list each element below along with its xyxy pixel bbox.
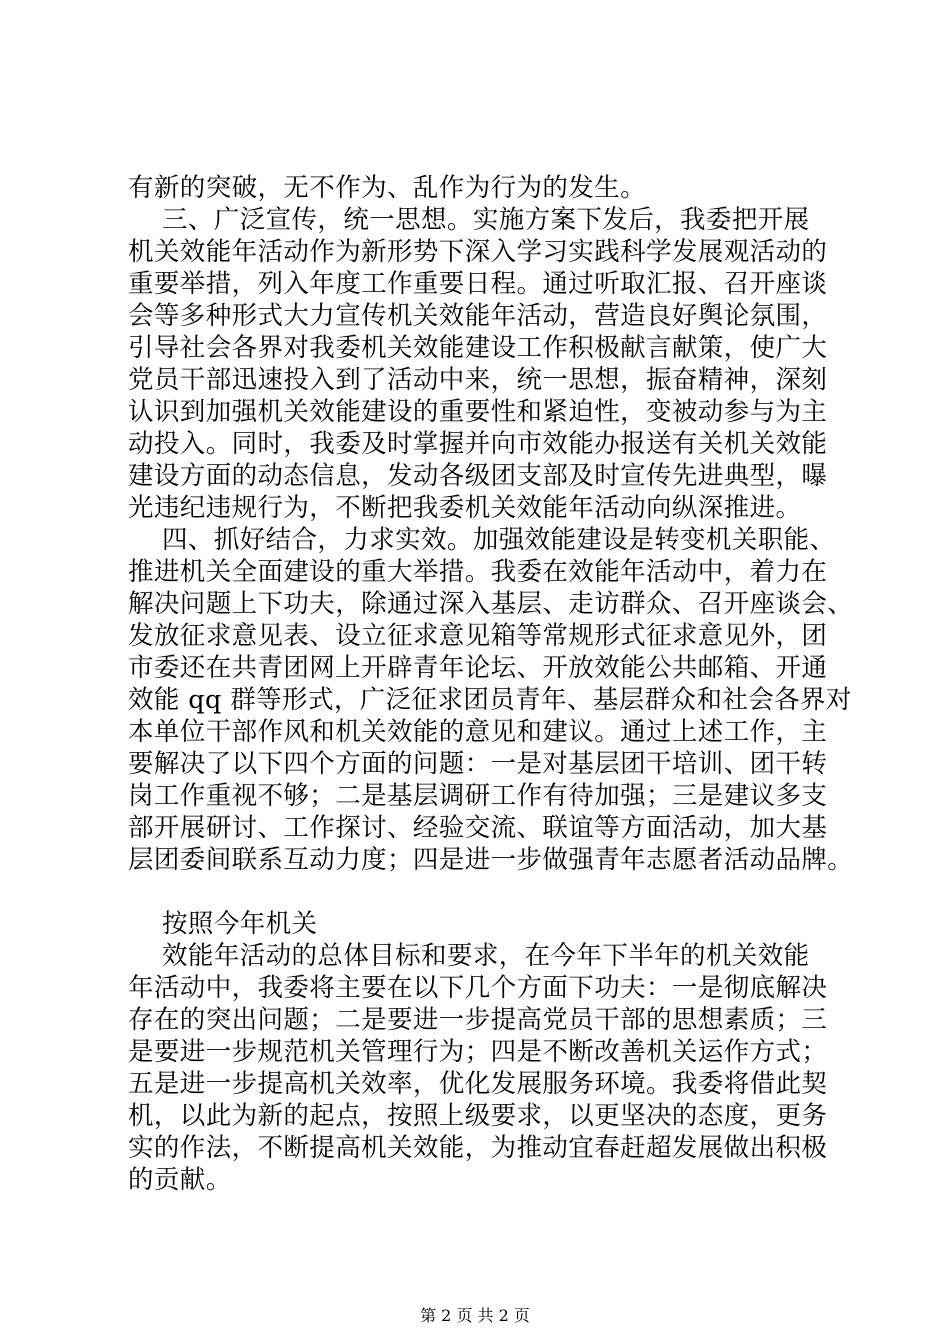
text-line: 存在的突出问题；二是要进一步提高党员干部的思想素质；三 bbox=[128, 1005, 828, 1035]
text-line: 是要进一步规范机关管理行为；四是不断改善机关运作方式； bbox=[128, 1037, 828, 1067]
text-line: 发放征求意见表、设立征求意见箱等常规形式征求意见外，团 bbox=[128, 621, 828, 651]
text-line: 重要举措，列入年度工作重要日程。通过听取汇报、召开座谈 bbox=[128, 269, 828, 299]
text-line: 建设方面的动态信息，发动各级团支部及时宣传先进典型，曝 bbox=[128, 461, 828, 491]
text-line: 年活动中，我委将主要在以下几个方面下功夫：一是彻底解决 bbox=[128, 973, 828, 1003]
text-line: 四、抓好结合，力求实效。加强效能建设是转变机关职能、 bbox=[128, 525, 836, 555]
text-line: 部开展研讨、工作探讨、经验交流、联谊等方面活动，加大基 bbox=[128, 813, 828, 843]
text-line: 效能年活动的总体目标和要求，在今年下半年的机关效能 bbox=[128, 941, 810, 971]
text-line: 要解决了以下四个方面的问题：一是对基层团干培训、团干转 bbox=[128, 749, 828, 779]
text-line: 会等多种形式大力宣传机关效能年活动，营造良好舆论氛围， bbox=[128, 301, 828, 331]
text-line: 效能 qq 群等形式，广泛征求团员青年、基层群众和社会各界对 bbox=[128, 685, 852, 715]
text-line: 解决问题上下功夫，除通过深入基层、走访群众、召开座谈会、 bbox=[128, 589, 854, 619]
text-line: 机，以此为新的起点，按照上级要求，以更坚决的态度，更务 bbox=[128, 1101, 828, 1131]
text-line: 有新的突破，无不作为、乱作为行为的发生。 bbox=[128, 173, 647, 203]
text-line: 动投入。同时，我委及时掌握并向市效能办报送有关机关效能 bbox=[128, 429, 828, 459]
text-line: 岗工作重视不够；二是基层调研工作有待加强；三是建议多支 bbox=[128, 781, 828, 811]
text-line: 按照今年机关 bbox=[128, 909, 318, 939]
text-line: 认识到加强机关效能建设的重要性和紧迫性，变被动参与为主 bbox=[128, 397, 828, 427]
text-line: 光违纪违规行为，不断把我委机关效能年活动向纵深推进。 bbox=[128, 493, 802, 523]
text-line: 机关效能年活动作为新形势下深入学习实践科学发展观活动的 bbox=[128, 237, 828, 267]
text-line: 本单位干部作风和机关效能的意见和建议。通过上述工作，主 bbox=[128, 717, 828, 747]
text-line: 的贡献。 bbox=[128, 1165, 232, 1195]
text-line: 党员干部迅速投入到了活动中来，统一思想，振奋精神，深刻 bbox=[128, 365, 828, 395]
page-number-footer: 第 2 页 共 2 页 bbox=[420, 1306, 530, 1325]
text-line: 引导社会各界对我委机关效能建设工作积极献言献策，使广大 bbox=[128, 333, 828, 363]
text-line: 实的作法，不断提高机关效能，为推动宜春赶超发展做出积极 bbox=[128, 1133, 828, 1163]
text-line: 推进机关全面建设的重大举措。我委在效能年活动中，着力在 bbox=[128, 557, 828, 587]
text-line: 五是进一步提高机关效率，优化发展服务环境。我委将借此契 bbox=[128, 1069, 828, 1099]
text-line: 层团委间联系互动力度；四是进一步做强青年志愿者活动品牌。 bbox=[128, 845, 854, 875]
text-line: 三、广泛宣传，统一思想。实施方案下发后，我委把开展 bbox=[128, 205, 810, 235]
text-line: 市委还在共青团网上开辟青年论坛、开放效能公共邮箱、开通 bbox=[128, 653, 828, 683]
